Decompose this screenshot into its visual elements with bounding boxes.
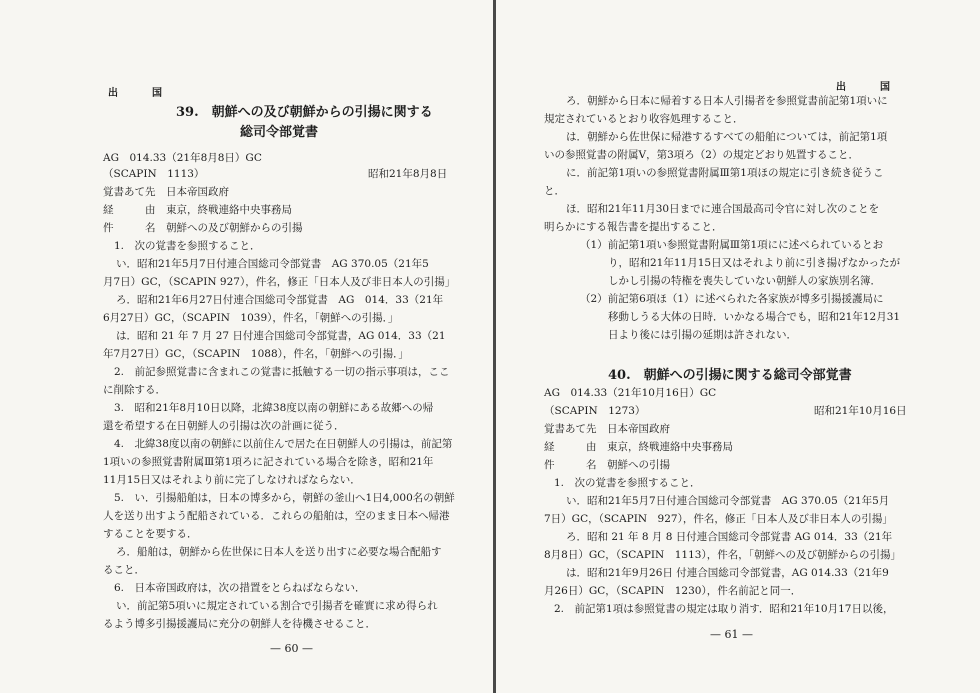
right-line: （2）前記第6項ほ（1）に述べられた各家族が博多引揚援護局に	[580, 293, 884, 305]
left-line: 3. 昭和21年8月10日以降，北緯38度以南の朝鮮にある故郷への帰	[114, 402, 434, 414]
left-line: 5. い．引揚船舶は，日本の博多から，朝鮮の釜山へ1日4,000名の朝鮮	[114, 492, 455, 504]
left-line: 6月27日）GC，（SCAPIN 1039），件名，「朝鮮への引揚．」	[103, 312, 399, 324]
right-ref1: AG 014.33（21年10月16日）GC	[544, 387, 717, 399]
right-date: 昭和21年10月16日	[814, 405, 907, 417]
left-line: るよう博多引揚援護局に充分の朝鮮人を待機させること．	[103, 618, 376, 630]
left-ref1: AG 014.33（21年8月8日）GC	[103, 152, 262, 164]
left-line: 1項いの参照覚書附属Ⅲ第1項ろに記されている場合を除き，昭和21年	[103, 456, 434, 468]
left-header: 出 国	[108, 88, 174, 99]
left-subject: 件 名 朝鮮への及び朝鮮からの引揚	[103, 222, 303, 234]
left-line: ろ．昭和21年6月27日付連合国総司令部覚書 AG 014．33（21年	[116, 294, 444, 306]
left-line: 月7日）GC，（SCAPIN 927），件名，修正「日本人及び非日本人の引揚」	[103, 276, 456, 288]
right-line: 8月8日）GC，（SCAPIN 1113），件名，「朝鮮への及び朝鮮からの引揚」	[544, 549, 901, 561]
right-line: いの参照覚書の附属Ⅴ，第3項ろ（2）の規定どおり処置すること．	[544, 149, 859, 161]
right-line: しかし引揚の特権を喪失していない朝鮮人の家族別名簿．	[608, 275, 881, 287]
left-addressee: 覚書あて先 日本帝国政府	[103, 186, 229, 198]
left-title-line2: 総司令部覚書	[240, 125, 319, 140]
left-title-line1: 39. 朝鮮への及び朝鮮からの引揚に関する	[176, 105, 433, 120]
right-line: 日より後には引揚の延期は許されない．	[608, 329, 797, 341]
right-line: い．昭和21年5月7日付連合国総司令部覚書 AG 370.05（21年5月	[566, 495, 890, 507]
left-page-number: — 60 —	[270, 642, 313, 655]
left-line: することを要する．	[103, 528, 198, 540]
right-line: と．	[544, 185, 565, 197]
left-line: 還を希望する在日朝鮮人の引揚は次の計画に従う．	[103, 420, 345, 432]
right-line: は．昭和21年9月26日 付連合国総司令部覚書，AG 014.33（21年9	[566, 567, 889, 579]
right-line: 1. 次の覚書を参照すること．	[554, 477, 701, 489]
left-line: 4. 北緯38度以南の朝鮮に以前住んで居た在日朝鮮人の引揚は，前記第	[114, 438, 453, 450]
left-line: ろ．船舶は，朝鮮から佐世保に日本人を送り出すに必要な場合配船す	[116, 546, 442, 558]
left-line: 6. 日本帝国政府は，次の措置をとらねばならない．	[114, 582, 366, 594]
left-line: 2. 前記参照覚書に含まれこの覚書に抵触する一切の指示事項は，ここ	[114, 366, 450, 378]
left-line: 人を送り出すよう配船されている．これらの船舶は，空のまま日本へ帰港	[103, 510, 450, 522]
right-line: ろ．昭和 21 年 8 月 8 日付連合国総司令部覚書 AG 014．33（21年	[566, 531, 893, 543]
right-line: 移動しうる大体の日時．いかなる場合でも，昭和21年12月31	[608, 311, 901, 323]
left-date: 昭和21年8月8日	[368, 168, 448, 180]
left-line: い．昭和21年5月7日付連合国総司令部覚書 AG 370.05（21年5	[116, 258, 429, 270]
right-line: （1）前記第1項い参照覚書附属Ⅲ第1項にに述べられているとお	[580, 239, 884, 251]
right-page	[496, 0, 980, 693]
left-line: い．前記第5項いに規定されている割合で引揚者を確實に求め得られ	[116, 600, 438, 612]
right-line: は．朝鮮から佐世保に帰港するすべての船舶については，前記第1項	[566, 131, 888, 143]
left-ref2: （SCAPIN 1113）	[103, 168, 205, 180]
left-line: 1. 次の覚書を参照すること．	[114, 240, 261, 252]
right-via: 経 由 東京，終戦連絡中央事務局	[544, 441, 733, 453]
left-line: に削除する．	[103, 384, 166, 396]
right-title: 40. 朝鮮への引揚に関する総司令部覚書	[608, 368, 852, 383]
right-ref2: （SCAPIN 1273）	[544, 405, 646, 417]
left-line: 年7月27日）GC，（SCAPIN 1088），件名，「朝鮮への引揚．」	[103, 348, 409, 360]
right-line: 7日）GC，（SCAPIN 927），件名，修正「日本人及び非日本人の引揚」	[544, 513, 893, 525]
right-line: 明らかにする報告書を提出すること．	[544, 221, 723, 233]
right-page-number: — 61 —	[710, 628, 753, 641]
left-via: 経 由 東京，終戦連絡中央事務局	[103, 204, 292, 216]
right-addressee: 覚書あて先 日本帝国政府	[544, 423, 670, 435]
right-line: 規定されているとおり收容処理すること．	[544, 113, 744, 125]
right-line: ろ．朝鮮から日本に帰着する日本人引揚者を参照覚書前記第1項いに	[566, 95, 888, 107]
left-line: 11月15日又はそれより前に完了しなければならない．	[103, 474, 361, 486]
left-line: は．昭和 21 年 7 月 27 日付連合国総司令部覚書，AG 014．33（21	[116, 330, 446, 342]
right-line: り，昭和21年11月15日又はそれより前に引き揚げなかったが	[608, 257, 901, 269]
right-subject: 件 名 朝鮮への引揚	[544, 459, 670, 471]
right-line: に．前記第1項いの参照覚書附属Ⅲ第1項ほの規定に引き続き従うこ	[566, 167, 884, 179]
left-line: ること．	[103, 564, 145, 576]
right-line: 月26日）GC，（SCAPIN 1230），件名前記と同一．	[544, 585, 802, 597]
right-line: 2. 前記第1項は参照覚書の規定は取り消す．昭和21年10月17日以後，	[554, 603, 894, 615]
right-header: 出 国	[836, 82, 902, 93]
right-line: ほ．昭和21年11月30日までに連合国最高司令官に対し次のことを	[566, 203, 880, 215]
